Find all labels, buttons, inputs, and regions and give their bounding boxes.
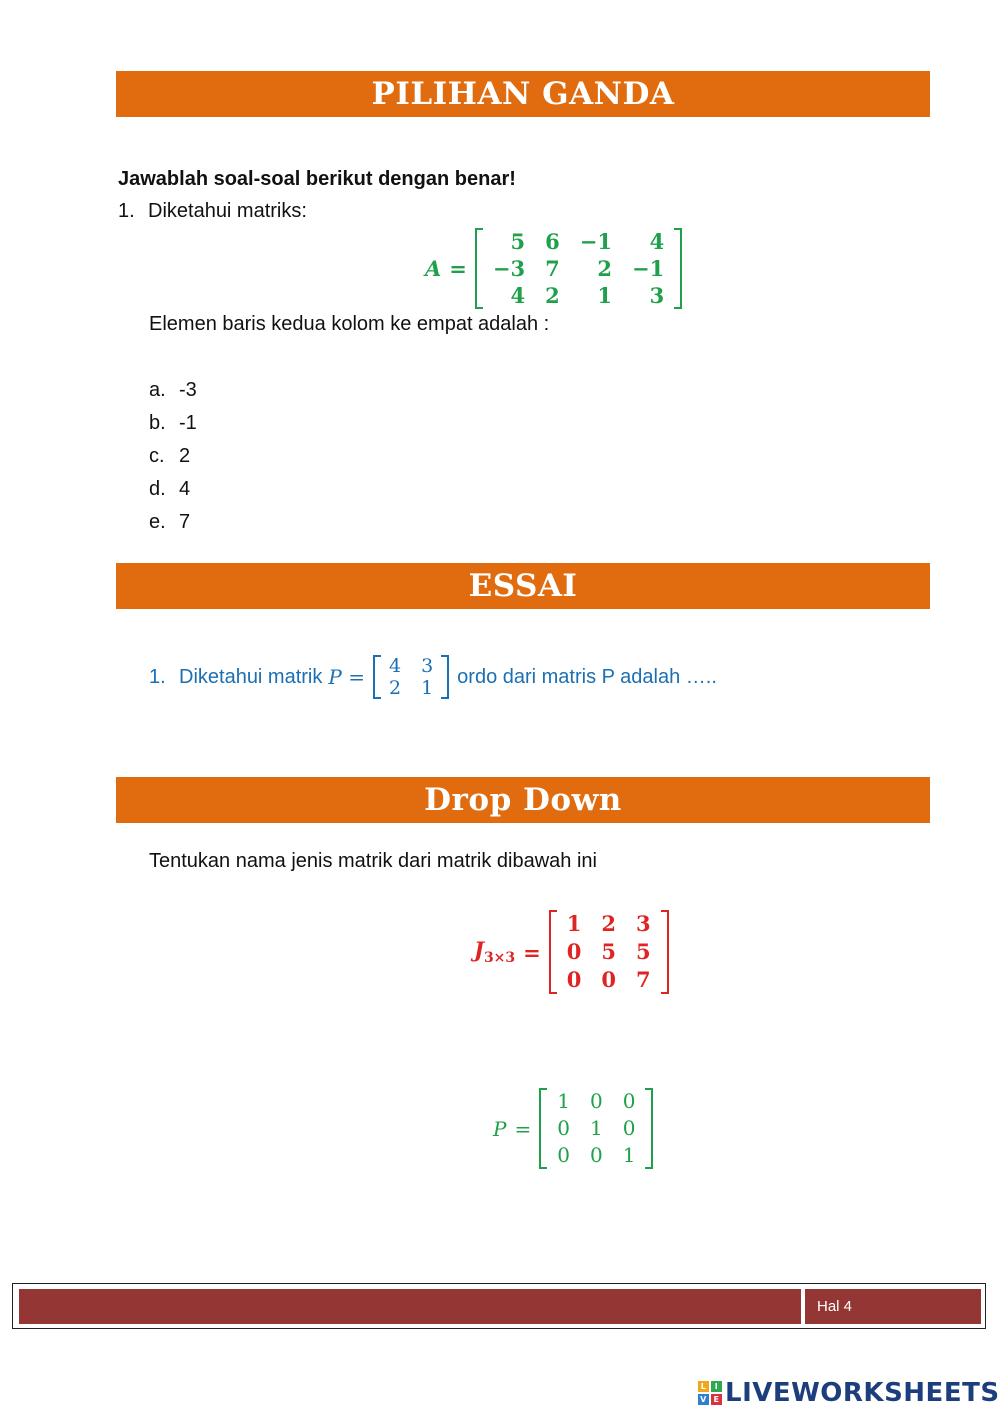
section-banner-drop-down: Drop Down xyxy=(116,777,930,823)
matrix-cell: 0 xyxy=(622,1089,636,1113)
option-b[interactable] xyxy=(149,411,197,435)
liveworksheets-logo xyxy=(698,1378,1000,1408)
matrix-j xyxy=(549,910,669,994)
question-number: 1. xyxy=(118,200,135,222)
equals-sign: = xyxy=(514,1116,532,1141)
footer-bar xyxy=(19,1289,801,1324)
option-letter: c. xyxy=(149,445,165,467)
mc-instruction: Jawablah soal-soal berikut dengan benar! xyxy=(118,168,516,190)
matrix-p-label: P = xyxy=(328,665,365,689)
matrix-cell: −1 xyxy=(579,229,612,254)
matrix-cell: 1 xyxy=(622,1143,636,1167)
matrix-cell: 1 xyxy=(597,283,612,308)
option-value: 2 xyxy=(179,445,191,467)
option-letter: e. xyxy=(149,511,166,533)
logo-icon xyxy=(698,1381,722,1405)
matrix-j-subscript: 3×3 xyxy=(483,950,516,967)
option-letter: a. xyxy=(149,379,166,401)
matrix-cell: 1 xyxy=(421,677,434,699)
matrix-j-equation xyxy=(474,910,669,994)
option-d[interactable] xyxy=(149,477,190,501)
matrix-j-label: $J_{3\times 3}$ xyxy=(474,937,516,967)
matrix-cell: 1 xyxy=(557,1089,570,1113)
matrix-p-3x3 xyxy=(539,1088,653,1169)
question-number: 1. xyxy=(149,665,166,688)
equals-sign: = xyxy=(449,256,467,281)
option-value: 7 xyxy=(179,511,191,533)
equals-sign: = xyxy=(523,939,541,965)
mc-question-1 xyxy=(118,199,307,223)
question-text: Diketahui matriks: xyxy=(148,200,307,222)
page-number: Hal 4 xyxy=(805,1289,981,1324)
matrix-p-2x2 xyxy=(373,655,449,699)
matrix-cell: 5 xyxy=(636,939,651,964)
matrix-cell: 1 xyxy=(566,911,582,936)
matrix-cell: 4 xyxy=(388,655,402,677)
matrix-a-label: A xyxy=(425,256,442,281)
option-value: -1 xyxy=(179,412,197,434)
matrix-cell: 3 xyxy=(636,911,651,936)
matrix-cell: 3 xyxy=(421,655,434,677)
matrix-cell: 0 xyxy=(566,967,582,992)
matrix-cell: 4 xyxy=(649,229,665,254)
matrix-cell: 5 xyxy=(601,939,617,964)
matrix-cell: 2 xyxy=(388,677,402,699)
brand-name: LIVEWORKSHEETS xyxy=(725,1378,1000,1408)
matrix-cell: 2 xyxy=(597,256,612,281)
matrix-cell: −1 xyxy=(631,256,665,281)
dropdown-instruction: Tentukan nama jenis matrik dari matrik dibawah ini xyxy=(149,850,597,872)
option-letter: d. xyxy=(149,478,166,500)
option-c[interactable] xyxy=(149,444,190,468)
essai-question-1 xyxy=(149,655,717,699)
matrix-cell: 3 xyxy=(649,283,665,308)
matrix-cell: 5 xyxy=(510,229,526,254)
matrix-cell: 0 xyxy=(566,939,582,964)
option-value: -3 xyxy=(179,379,197,401)
matrix-cell: 1 xyxy=(589,1116,603,1140)
section-banner-essai: ESSAI xyxy=(116,563,930,609)
matrix-cell: 4 xyxy=(510,283,526,308)
option-letter: b. xyxy=(149,412,166,434)
matrix-cell: 0 xyxy=(557,1143,570,1167)
matrix-cell: 7 xyxy=(545,256,560,281)
matrix-cell: 7 xyxy=(636,967,651,992)
option-a[interactable] xyxy=(149,378,197,402)
section-banner-pilihan-ganda: PILIHAN GANDA xyxy=(116,71,930,117)
question-text-after: ordo dari matris P adalah ….. xyxy=(457,665,717,688)
matrix-cell: 2 xyxy=(545,283,560,308)
option-value: 4 xyxy=(179,478,191,500)
matrix-a-equation xyxy=(425,228,682,309)
logo-tile: I xyxy=(711,1381,722,1392)
logo-tile: L xyxy=(698,1381,709,1392)
matrix-cell: 0 xyxy=(622,1116,636,1140)
mc-question-prompt: Elemen baris kedua kolom ke empat adalah : xyxy=(149,313,550,335)
matrix-cell: 0 xyxy=(589,1143,603,1167)
matrix-p-label: P xyxy=(493,1116,507,1141)
matrix-a xyxy=(475,228,682,309)
logo-tile: V xyxy=(698,1394,709,1405)
matrix-cell: −3 xyxy=(492,256,526,281)
matrix-cell: 2 xyxy=(601,911,617,936)
matrix-cell: 0 xyxy=(601,967,617,992)
matrix-p-identity-equation xyxy=(493,1088,653,1169)
option-e[interactable] xyxy=(149,510,190,534)
matrix-cell: 0 xyxy=(589,1089,603,1113)
question-text: Diketahui matrik xyxy=(179,665,323,688)
matrix-cell: 6 xyxy=(545,229,560,254)
logo-tile: E xyxy=(711,1394,722,1405)
matrix-cell: 0 xyxy=(557,1116,570,1140)
